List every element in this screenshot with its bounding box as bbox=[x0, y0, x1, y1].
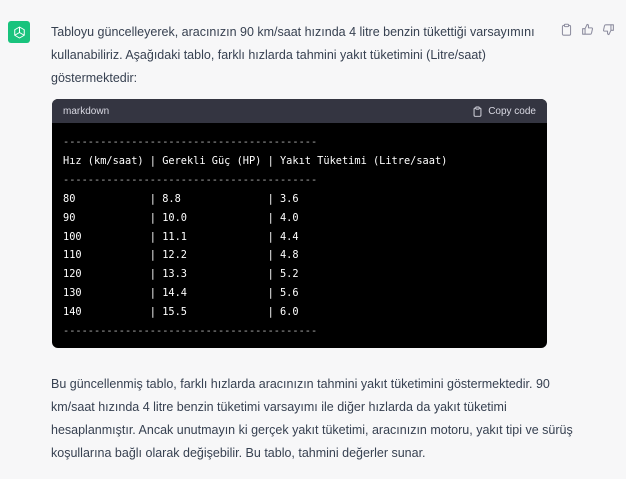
openai-logo-icon bbox=[12, 25, 27, 40]
assistant-intro-text: Tabloyu güncelleyerek, aracınızın 90 km/saat hızında 4 litre benzin tükettiği varsayımını kullanabiliriz. Aşağıdaki tablo, farklı hızlarda tahmini yakıt tüketimini (Litre/saat) göstermektedir: bbox=[51, 25, 535, 85]
copy-code-button[interactable] bbox=[472, 106, 536, 117]
thumbs-down-icon bbox=[602, 23, 615, 36]
table-row: 100 | 11.1 | 4.4 bbox=[63, 230, 299, 243]
table-row: 80 | 8.8 | 3.6 bbox=[63, 192, 299, 205]
table-row: 120 | 13.3 | 5.2 bbox=[63, 268, 299, 281]
table-row: 90 | 10.0 | 4.0 bbox=[63, 211, 299, 224]
table-rule-top: ----------------------------------------- bbox=[63, 136, 318, 148]
table-rule-mid: ----------------------------------------- bbox=[63, 173, 318, 186]
thumbs-up-button[interactable] bbox=[580, 22, 595, 37]
message-actions bbox=[559, 22, 616, 37]
table-rule-bottom: ----------------------------------------- bbox=[63, 325, 318, 338]
code-content bbox=[63, 133, 447, 341]
code-block bbox=[52, 99, 547, 348]
assistant-avatar bbox=[8, 21, 30, 43]
clipboard-icon bbox=[472, 106, 483, 117]
code-language-label: markdown bbox=[63, 105, 110, 117]
table-row: 110 | 12.2 | 4.8 bbox=[63, 249, 299, 262]
table-header-row: Hız (km/saat) | Gerekli Güç (HP) | Yakıt Tüketimi (Litre/saat) bbox=[63, 154, 448, 167]
clipboard-icon bbox=[560, 23, 573, 36]
copy-message-button[interactable] bbox=[559, 22, 574, 37]
thumbs-up-icon bbox=[581, 23, 594, 36]
copy-code-label: Copy code bbox=[488, 105, 536, 117]
code-block-header bbox=[52, 99, 547, 123]
thumbs-down-button[interactable] bbox=[601, 22, 616, 37]
table-row: 140 | 15.5 | 6.0 bbox=[63, 306, 299, 319]
table-row: 130 | 14.4 | 5.6 bbox=[63, 287, 299, 300]
assistant-outro-text: Bu güncellenmiş tablo, farklı hızlarda aracınızın tahmini yakıt tüketimini göstermektedir. 90 km/saat hızında 4 litre benzin tüketimi varsayımı ile diğer hızlarda da yakıt tüketimi hesaplanmıştır. Ancak unutmayın ki gerçek yakıt tüketimi, aracınızın motoru, yakıt tipi ve sürüş koşullarına bağlı olarak değişebilir. Bu tablo, tahmini değerler sunar. bbox=[51, 377, 573, 460]
